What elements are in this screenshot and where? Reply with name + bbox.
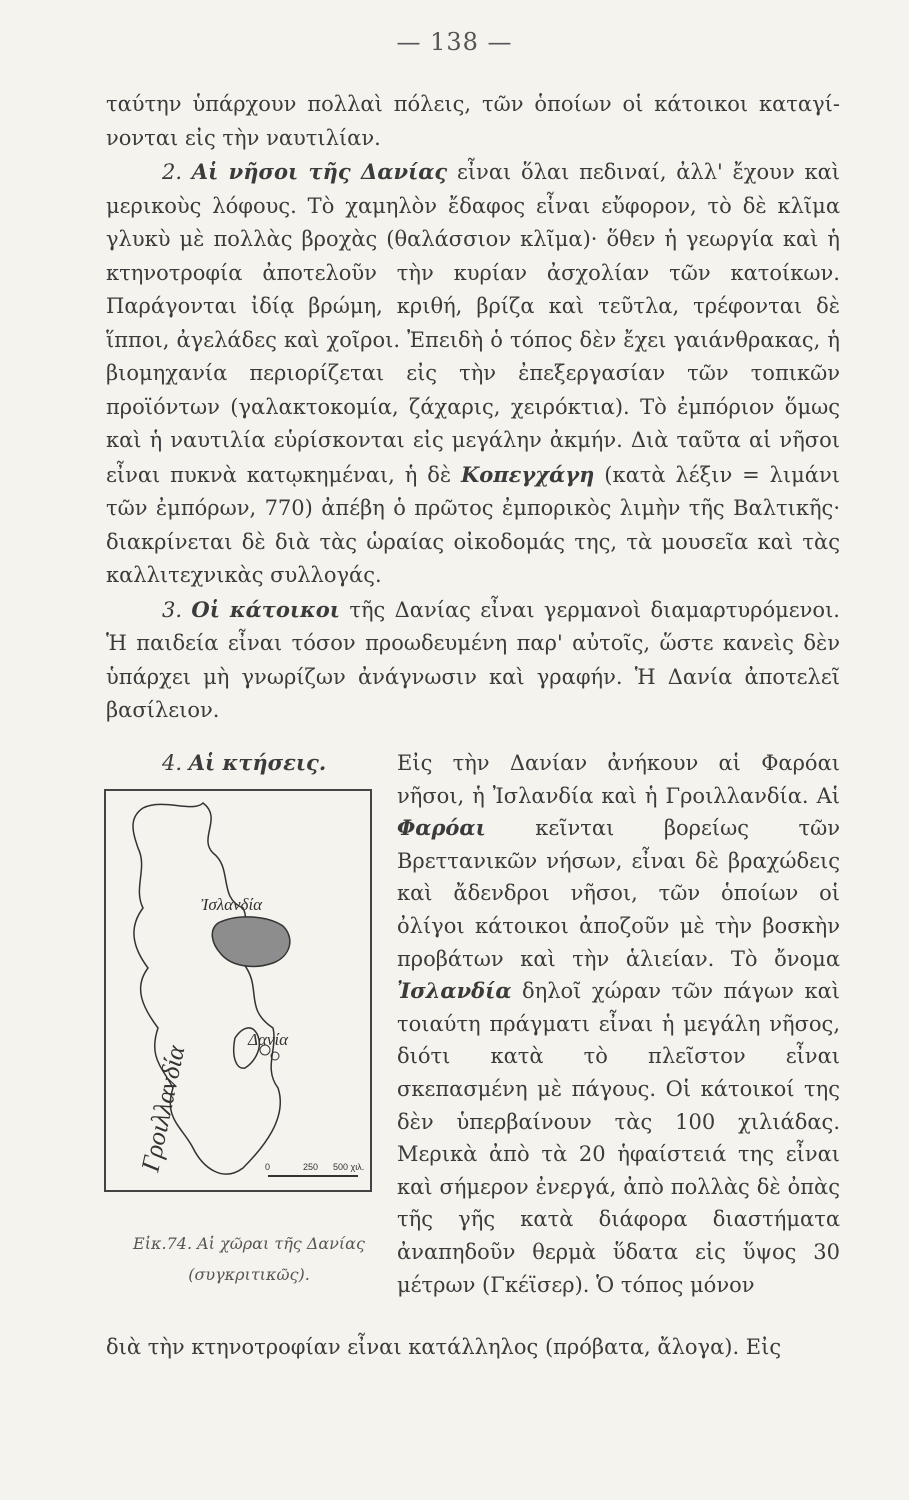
main-text-block bbox=[106, 88, 840, 728]
intro-paragraph: ταύτην ὑπάρχουν πολλαὶ πόλεις, τῶν ὁποίων οἱ κάτοικοι καταγί-νονται εἰς τὴν ναυτιλίαν. bbox=[106, 92, 840, 150]
page-number: — 138 — bbox=[396, 28, 513, 56]
denmark-map-figure bbox=[103, 788, 373, 1193]
paragraph-4-text-c: δηλοῖ χώραν τῶν πάγων καὶ τοιαύτη πράγματι εἶναι ἡ μεγάλη νῆσος, διότι κατὰ τὸ πλεῖστον εἶναι σκεπασμένη μὲ πάγους. Οἱ κάτοικοί της δὲν ὑπερβαίνουν τὰς 100 χιλιάδας. Μερικὰ ἀπὸ τὰ 20 ἡφαίστειά της εἶναι καὶ σήμερον ἐνεργά, ἀπὸ πολλὰς δὲ ὀπὰς τῆς γῆς κατὰ διάφορα διαστήματα ἀναπηδοῦν θερμὰ ὕδατα εἰς ὕψος 30 μέτρων (Γκέϊσερ). Ὁ τόπος μόνον bbox=[397, 979, 840, 1297]
paragraph-3 bbox=[106, 593, 840, 728]
map-label-denmark: Δανία bbox=[248, 1030, 289, 1049]
figure-caption bbox=[104, 1228, 394, 1290]
paragraph-4-text-d: διὰ τὴν κτηνοτροφίαν εἶναι κατάλληλος (πρόβατα, ἄλογα). Εἰς bbox=[106, 1335, 782, 1359]
copenhagen-term: Κοπεγχάγη bbox=[461, 461, 595, 487]
map-scale-500: 500 χιλ. bbox=[333, 1162, 365, 1172]
paragraph-2 bbox=[106, 155, 840, 593]
iceland-term: Ἰσλανδία bbox=[397, 978, 512, 1004]
map-label-iceland: Ἰσλανδία bbox=[201, 895, 263, 914]
paragraph-2-title: Αἱ νῆσοι τῆς Δανίας bbox=[191, 159, 448, 184]
paragraph-2-text-a: εἶναι ὅλαι πεδιναί, ἀλλ' ἔχουν καὶ μερικοὺς λόφους. Τὸ χαμηλὸν ἔδαφος εἶναι εὔφορον, τὸ δὲ κλῖμα γλυκὺ μὲ πολλὰς βροχὰς (θαλάσσιον κλῖμα)· ὅθεν ἡ γεωργία καὶ ἡ κτηνοτροφία ἀποτελοῦν τὴν κυρίαν ἀσχολίαν τῶν κατοίκων. Παράγονται ἰδίᾳ βρώμη, κριθή, βρίζα καὶ τεῦτλα, τρέφονται δὲ ἵπποι, ἀγελάδες καὶ χοῖροι. Ἐπειδὴ ὁ τόπος δὲν ἔχει γαιάνθρακας, ἡ βιομηχανία περιορίζεται εἰς τὴν ἐπεξεργασίαν τῶν τοπικῶν προϊόντων (γαλακτοκομία, ζάχαρις, χειρόκτια). Τὸ ἐμπόριον ὅμως καὶ ἡ ναυτιλία εὑρίσκονται εἰς μεγάλην ἀκμήν. Διὰ ταῦτα αἱ νῆσοι εἶναι πυκνὰ κατῳκημέναι, ἡ δὲ bbox=[106, 160, 840, 487]
iceland-shape bbox=[212, 917, 290, 967]
figure-caption-line1: Εἰκ.74. Αἱ χῶραι τῆς Δανίας bbox=[133, 1234, 365, 1253]
paragraph-4-title: Αἱ κτήσεις. bbox=[188, 750, 327, 775]
paragraph-4-text-b: κεῖνται βορείως τῶν Βρεττανικῶν νήσων, εἶναι δὲ βραχώδεις καὶ ἄδενδροι νῆσοι, τῶν ὁποίων οἱ ὀλίγοι κάτοικοι ἀποζοῦν μὲ τὴν βοσκὴν προβάτων καὶ τὴν ἁλιείαν. Τὸ ὄνομα bbox=[397, 816, 840, 971]
paragraph-4-heading bbox=[162, 747, 326, 779]
side-text-block bbox=[397, 747, 840, 1301]
map-label-greenland: Γροιλλανδία bbox=[135, 1042, 191, 1175]
paragraph-4-number: 4. bbox=[162, 751, 183, 775]
paragraph-2-text-b: (κατὰ λέξιν = λιμάνι τῶν ἐμπόρων, 770) ἀπέβη ὁ πρῶτος ἐμπορικὸς λιμὴν τῆς Βαλτικῆς· διακρίνεται δὲ διὰ τὰς ὡραίας οἰκοδομάς της, τὰ μουσεῖα καὶ τὰς καλλιτεχνικὰς συλλογάς. bbox=[106, 462, 840, 587]
map-scale-250: 250 bbox=[303, 1162, 319, 1172]
paragraph-3-title: Οἱ κάτοικοι bbox=[191, 596, 340, 622]
map-scale-zero: 0 bbox=[265, 1162, 271, 1172]
paragraph-3-text: τῆς Δανίας εἶναι γερμανοὶ διαμαρτυρόμενοι. Ἡ παιδεία εἶναι τόσον προωδευμένη παρ' αὐτοῖς, ὥστε κανεὶς δὲν ὑπάρχει μὴ γνωρίζων ἀνάγνωσιν καὶ γραφήν. Ἡ Δανία ἀποτελεῖ βασίλειον. bbox=[106, 597, 840, 722]
faroe-term: Φαρόαι bbox=[397, 815, 486, 841]
paragraph-3-number: 3. bbox=[162, 597, 183, 622]
paragraph-4-text-a: Εἰς τὴν Δανίαν ἀνήκουν αἱ Φαρόαι νῆσοι, ἡ Ἰσλανδία καὶ ἡ Γροιλλανδία. Αἱ bbox=[397, 751, 840, 808]
paragraph-2-number: 2. bbox=[162, 160, 183, 184]
figure-caption-line2: (συγκριτικῶς). bbox=[188, 1265, 310, 1284]
bottom-line bbox=[106, 1331, 840, 1365]
